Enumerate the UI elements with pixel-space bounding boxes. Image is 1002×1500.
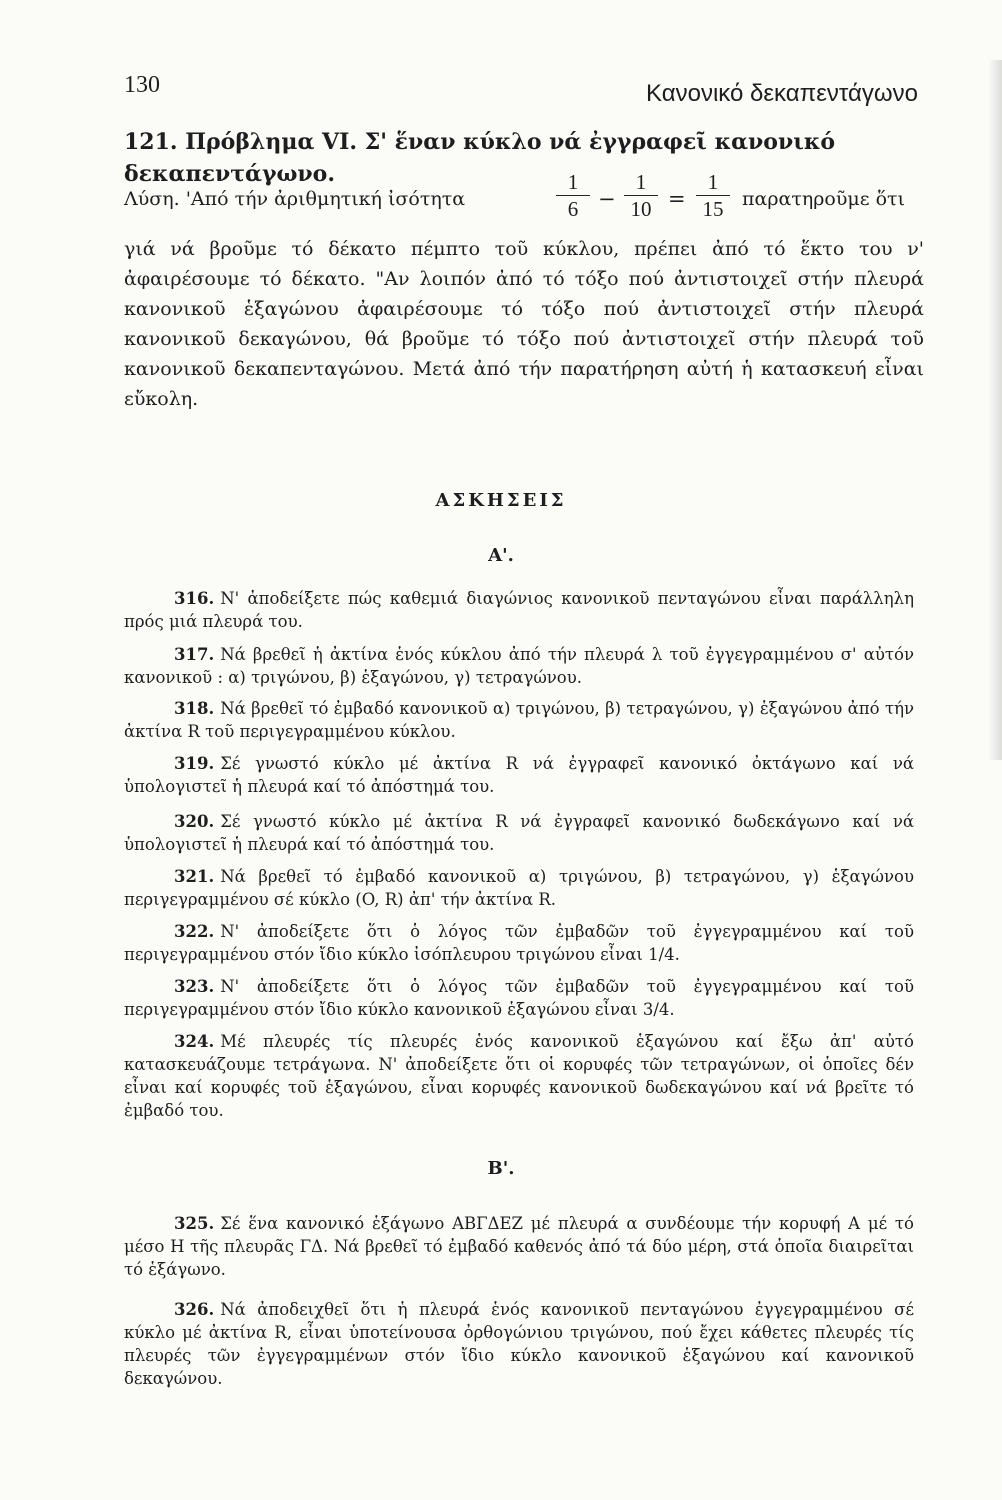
fraction-denominator: 15 [702,197,724,221]
page-edge-shadow [988,60,1002,760]
exercise-text: N' ἀποδείξετε πώς καθεμιά διαγώνιος κανονικοῦ πενταγώνου εἶναι παράλληλη πρός μιά πλευρά του. [124,589,914,631]
solution-body: γιά νά βροῦμε τό δέκατο πέμπτο τοῦ κύκλου, πρέπει ἀπό τό ἕκτο του ν' ἀφαιρέσουμε τό δέκατο. "Αν λοιπόν ἀπό τό τόξο πού ἀντιστοιχεῖ στήν πλευρά κανονικοῦ ἑξαγώνου ἀφαιρέσουμε τό τόξο πού ἀντιστοιχεῖ στήν πλευρά κανονικοῦ δεκαγώνου, θά βροῦμε τό τόξο πού ἀντιστοιχεῖ στήν πλευρά τοῦ κανονικοῦ δεκαπενταγώνου. Μετά ἀπό τήν παρατήρηση αὐτή ἡ κατασκευή εἶναι εὔκολη. [124,238,924,410]
exercise-325 [124,1212,914,1281]
fraction-one-tenth [624,170,658,221]
exercise-text: Σέ ἕνα κανονικό ἑξάγωνο ΑΒΓΔΕΖ μέ πλευρά α συνδέουμε τήν κορυφή Α μέ τό μέσο Η τῆς πλευρᾶς ΓΔ. Νά βρεθεῖ τό ἐμβαδό καθενός ἀπό τά δύο μέρη, στά ὁποῖα διαιρεῖται τό ἑξάγωνο. [124,1214,914,1279]
fraction-one-sixth [556,170,590,221]
solution-after-equation: παρατηροῦμε ὅτι [742,188,906,210]
exercise-number: 322. [174,922,215,941]
exercise-text: Σέ γνωστό κύκλο μέ ἀκτίνα R νά ἐγγραφεῖ κανονικό δωδεκάγωνο καί νά ὑπολογιστεῖ ἡ πλευρά καί τό ἀπόστημά του. [124,812,914,854]
exercise-text: Σέ γνωστό κύκλο μέ ἀκτίνα R νά ἐγγραφεῖ κανονικό ὀκτάγωνο καί νά ὑπολογιστεῖ ἡ πλευρά καί τό ἀπόστημά του. [124,754,914,796]
exercise-318 [124,697,914,743]
exercise-322 [124,920,914,966]
exercise-text: Νά ἀποδειχθεῖ ὅτι ἡ πλευρά ἑνός κανονικοῦ πενταγώνου ἐγγεγραμμένου σέ κύκλο μέ ἀκτίνα R, εἶναι ὑποτείνουσα ὀρθογώνιου τριγώνου, πού ἔχει κάθετες πλευρές τίς πλευρές τῶν ἐγγεγραμμένων στόν ἴδιο κύκλο κανονικοῦ ἑξαγώνου καί κανονικοῦ δεκαγώνου. [124,1300,914,1388]
exercise-number: 317. [174,645,215,664]
exercise-number: 326. [174,1300,215,1319]
exercise-number: 319. [174,754,215,773]
exercise-text: Νά βρεθεῖ τό ἐμβαδό κανονικοῦ α) τριγώνου, β) τετραγώνου, γ) ἑξαγώνου περιγεγραμμένου σέ κύκλο (O, R) ἀπ' τήν ἀκτίνα R. [124,867,914,909]
exercise-number: 321. [174,867,215,886]
exercise-number: 325. [174,1214,215,1233]
fraction-numerator: 1 [696,170,730,196]
exercise-text: Νά βρεθεῖ ἡ ἀκτίνα ἑνός κύκλου ἀπό τήν πλευρά λ τοῦ ἐγγεγραμμένου σ' αὐτόν κανονικοῦ : α) τριγώνου, β) ἑξαγώνου, γ) τετραγώνου. [124,645,914,687]
exercise-320 [124,810,914,856]
fraction-denominator: 10 [630,197,652,221]
running-title: Κανονικό δεκαπεντάγωνο [646,80,918,107]
exercise-323 [124,975,914,1021]
exercise-324 [124,1030,914,1122]
solution-label: Λύση. 'Από τήν ἀριθμητική ἰσότητα [124,188,466,210]
exercise-319 [124,752,914,798]
exercise-317 [124,643,914,689]
exercise-number: 324. [174,1032,215,1051]
exercise-321 [124,865,914,911]
exercise-text: N' ἀποδείξετε ὅτι ὁ λόγος τῶν ἐμβαδῶν τοῦ ἐγγεγραμμένου καί τοῦ περιγεγραμμένου στόν ἴδιο κύκλο κανονικοῦ ἑξαγώνου εἶναι 3/4. [124,977,914,1019]
exercises-heading: ΑΣΚΗΣΕΙΣ [435,490,567,511]
minus-sign: − [598,187,616,211]
exercise-text: Μέ πλευρές τίς πλευρές ἑνός κανονικοῦ ἑξαγώνου καί ἔξω ἀπ' αὐτό κατασκευάζουμε τετράγωνα. N' ἀποδείξετε ὅτι οἱ κορυφές τῶν τετραγώνων, οἱ ὁποῖες δέν εἶναι καί κορυφές τοῦ ἑξαγώνου, εἶναι κορυφές κανονικοῦ δωδεκαγώνου καί νά βρεῖτε τό ἐμβαδό του. [124,1032,914,1120]
exercise-316 [124,587,914,633]
exercise-number: 323. [174,977,215,996]
section-a-heading: A'. [488,545,514,566]
section-b-heading: B'. [487,1158,515,1179]
exercise-text: Νά βρεθεῖ τό ἐμβαδό κανονικοῦ α) τριγώνου, β) τετραγώνου, γ) ἑξαγώνου ἀπό τήν ἀκτίνα R τοῦ περιγεγραμμένου κύκλου. [124,699,914,741]
solution-equation-line [124,168,924,230]
fraction-numerator: 1 [624,170,658,196]
exercise-326 [124,1298,914,1390]
fraction-denominator: 6 [567,197,579,221]
fraction-numerator: 1 [556,170,590,196]
equals-sign: = [668,187,686,211]
fraction-one-fifteenth [696,170,730,221]
exercise-number: 316. [174,589,215,608]
exercise-text: N' ἀποδείξετε ὅτι ὁ λόγος τῶν ἐμβαδῶν τοῦ ἐγγεγραμμένου καί τοῦ περιγεγραμμένου στόν ἴδιο κύκλο ἰσόπλευρου τριγώνου εἶναι 1/4. [124,922,914,964]
page-number: 130 [124,72,160,98]
exercise-number: 318. [174,699,215,718]
exercise-number: 320. [174,812,215,831]
problem-title: 121. Πρόβλημα VI. Σ' ἕναν κύκλο νά ἐγγραφεῖ κανονικό δεκαπεντάγωνο. [124,129,836,187]
